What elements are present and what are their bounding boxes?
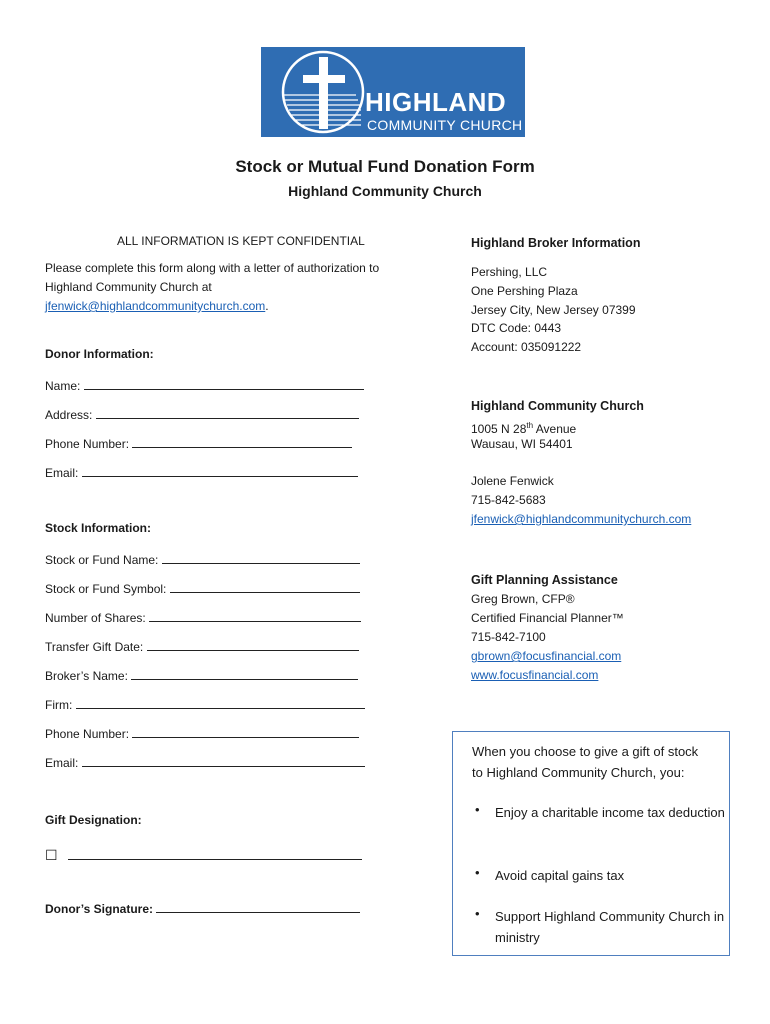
church-street-num: 1005 N 28 — [471, 422, 527, 436]
broker-name-label: Broker’s Name: — [45, 669, 128, 683]
broker-phone-label: Phone Number: — [45, 727, 130, 741]
donor-email-field[interactable] — [45, 464, 358, 481]
donor-address-field[interactable] — [45, 406, 359, 423]
broker-phone-line[interactable] — [132, 725, 359, 738]
firm-line[interactable] — [76, 696, 365, 709]
page-subtitle: Highland Community Church — [288, 183, 482, 199]
gift-designation-line[interactable] — [68, 847, 362, 860]
church-heading: Highland Community Church — [471, 399, 644, 413]
broker-info-heading: Highland Broker Information — [471, 236, 641, 250]
planner-website-link[interactable]: www.focusfinancial.com — [471, 668, 599, 682]
broker-name-field[interactable] — [45, 667, 358, 684]
church-logo — [261, 47, 525, 137]
fund-symbol-line[interactable] — [170, 580, 360, 593]
church-street-sup: th — [526, 421, 534, 430]
planner-phone: 715-842-7100 — [471, 630, 546, 644]
shares-label: Number of Shares: — [45, 611, 146, 625]
fund-symbol-label: Stock or Fund Symbol: — [45, 582, 167, 596]
contact-phone: 715-842-5683 — [471, 493, 546, 507]
intro-line-3 — [45, 297, 269, 316]
fund-name-label: Stock or Fund Name: — [45, 553, 159, 567]
intro-period: . — [265, 299, 269, 313]
transfer-date-line[interactable] — [147, 638, 359, 651]
donor-email-line[interactable] — [82, 464, 358, 477]
transfer-date-label: Transfer Gift Date: — [45, 640, 144, 654]
broker-email-field[interactable] — [45, 754, 365, 771]
confidential-notice: ALL INFORMATION IS KEPT CONFIDENTIAL — [117, 234, 365, 248]
bullet-icon: • — [475, 865, 480, 880]
broker-line-4: DTC Code: 0443 — [471, 321, 562, 335]
gift-designation-field[interactable] — [45, 847, 362, 864]
broker-line-3: Jersey City, New Jersey 07399 — [471, 303, 636, 317]
callout-intro-line-2: to Highland Community Church, you: — [472, 765, 685, 780]
church-city: Wausau, WI 54401 — [471, 437, 573, 451]
callout-intro — [472, 741, 698, 783]
donor-phone-line[interactable] — [132, 435, 352, 448]
stock-heading: Stock Information: — [45, 521, 152, 535]
intro-line-1: Please complete this form along with a letter of authorization to — [45, 261, 380, 275]
fund-symbol-field[interactable] — [45, 580, 360, 597]
broker-line-1: Pershing, LLC — [471, 265, 548, 279]
shares-line[interactable] — [149, 609, 361, 622]
donor-heading: Donor Information: — [45, 347, 154, 361]
donor-name-label: Name: — [45, 379, 81, 393]
contact-email-link[interactable]: jfenwick@highlandcommunitychurch.com — [471, 512, 692, 526]
benefits-callout — [452, 731, 730, 956]
firm-label: Firm: — [45, 698, 73, 712]
planner-title: Certified Financial Planner™ — [471, 611, 624, 625]
callout-bullet-1: Enjoy a charitable income tax deduction — [495, 805, 725, 820]
callout-bullet-3: Support Highland Community Church in ministry — [495, 909, 725, 945]
bullet-icon: • — [475, 906, 480, 921]
broker-email-line[interactable] — [82, 754, 365, 767]
logo-subname: COMMUNITY CHURCH — [367, 117, 523, 133]
intro-email-link[interactable]: jfenwick@highlandcommunitychurch.com — [45, 299, 266, 313]
callout-bullet-2: Avoid capital gains tax — [495, 868, 625, 883]
signature-field[interactable] — [45, 900, 360, 917]
shares-field[interactable] — [45, 609, 361, 626]
logo-name: HIGHLAND — [365, 87, 507, 117]
broker-line-5: Account: 035091222 — [471, 340, 582, 354]
planner-name: Greg Brown, CFP® — [471, 592, 575, 606]
church-street-rest: Avenue — [533, 422, 577, 436]
intro-line-2: Highland Community Church at — [45, 280, 212, 294]
gift-heading: Gift Designation: — [45, 813, 142, 827]
donor-name-line[interactable] — [84, 377, 364, 390]
donor-name-field[interactable] — [45, 377, 364, 394]
transfer-date-field[interactable] — [45, 638, 359, 655]
donor-email-label: Email: — [45, 466, 79, 480]
page-title: Stock or Mutual Fund Donation Form — [235, 157, 535, 176]
bullet-icon: • — [475, 802, 480, 817]
callout-intro-line-1: When you choose to give a gift of stock — [472, 744, 699, 759]
donor-phone-label: Phone Number: — [45, 437, 130, 451]
planning-heading: Gift Planning Assistance — [471, 573, 618, 587]
fund-name-field[interactable] — [45, 551, 360, 568]
signature-label: Donor’s Signature: — [45, 902, 154, 916]
donor-address-line[interactable] — [96, 406, 359, 419]
donor-phone-field[interactable] — [45, 435, 352, 452]
broker-email-label: Email: — [45, 756, 79, 770]
contact-name: Jolene Fenwick — [471, 474, 554, 488]
gift-checkbox[interactable]: ☐ — [45, 847, 58, 863]
broker-phone-field[interactable] — [45, 725, 359, 742]
signature-line[interactable] — [156, 900, 360, 913]
firm-field[interactable] — [45, 696, 365, 713]
broker-name-line[interactable] — [131, 667, 358, 680]
donor-address-label: Address: — [45, 408, 93, 422]
fund-name-line[interactable] — [162, 551, 360, 564]
planner-email-link[interactable]: gbrown@focusfinancial.com — [471, 649, 622, 663]
broker-line-2: One Pershing Plaza — [471, 284, 578, 298]
